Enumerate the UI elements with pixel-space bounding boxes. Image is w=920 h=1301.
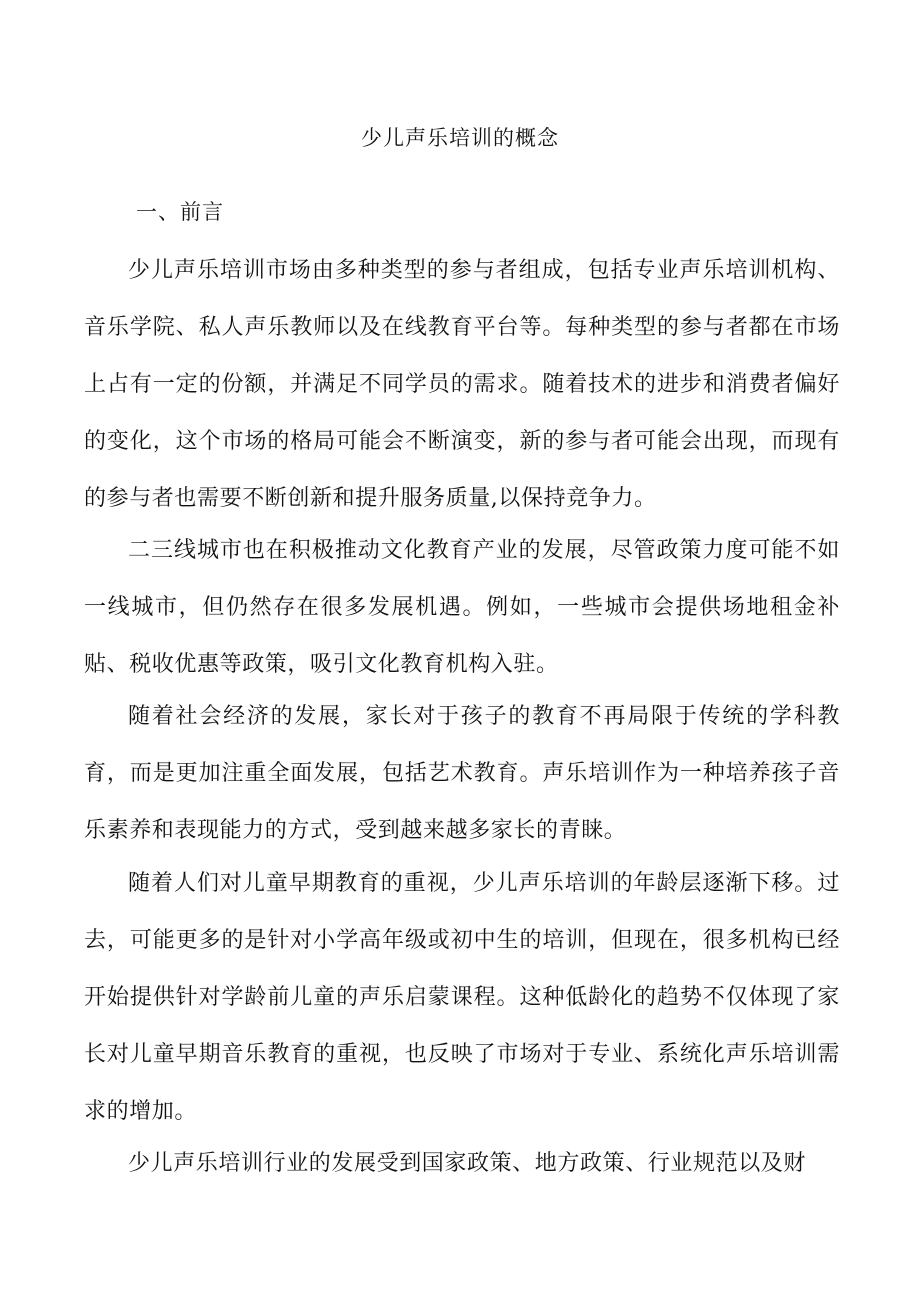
paragraph-2: 二三线城市也在积极推动文化教育产业的发展，尽管政策力度可能不如一线城市，但仍然存在很多发展机遇。例如，一些城市会提供场地租金补贴、税收优惠等政策，吸引文化教育机构入驻。 <box>84 538 840 677</box>
document-title: 少儿声乐培训的概念 <box>361 126 559 150</box>
section-heading: 一、前言 <box>136 200 224 224</box>
paragraph-3: 随着社会经济的发展，家长对于孩子的教育不再局限于传统的学科教育，而是更加注重全面发展，包括艺术教育。声乐培训作为一种培养孩子音乐素养和表现能力的方式，受到越来越多家长的青睐。 <box>84 704 840 843</box>
paragraph-4: 随着人们对儿童早期教育的重视，少儿声乐培训的年龄层逐渐下移。过去，可能更多的是针对小学高年级或初中生的培训，但现在，很多机构已经开始提供针对学龄前儿童的声乐启蒙课程。这种低龄化的趋势不仅体现了家长对儿童早期音乐教育的重视，也反映了市场对于专业、系统化声乐培训需求的增加。 <box>84 871 840 1124</box>
paragraph-5: 少儿声乐培训行业的发展受到国家政策、地方政策、行业规范以及财 <box>128 1151 807 1176</box>
paragraph-1: 少儿声乐培训市场由多种类型的参与者组成，包括专业声乐培训机构、音乐学院、私人声乐教师以及在线教育平台等。每种类型的参与者都在市场上占有一定的份额，并满足不同学员的需求。随着技术的进步和消费者偏好的变化，这个市场的格局可能会不断演变，新的参与者可能会出现，而现有的参与者也需要不断创新和提升服务质量,以保持竞争力。 <box>84 258 840 511</box>
